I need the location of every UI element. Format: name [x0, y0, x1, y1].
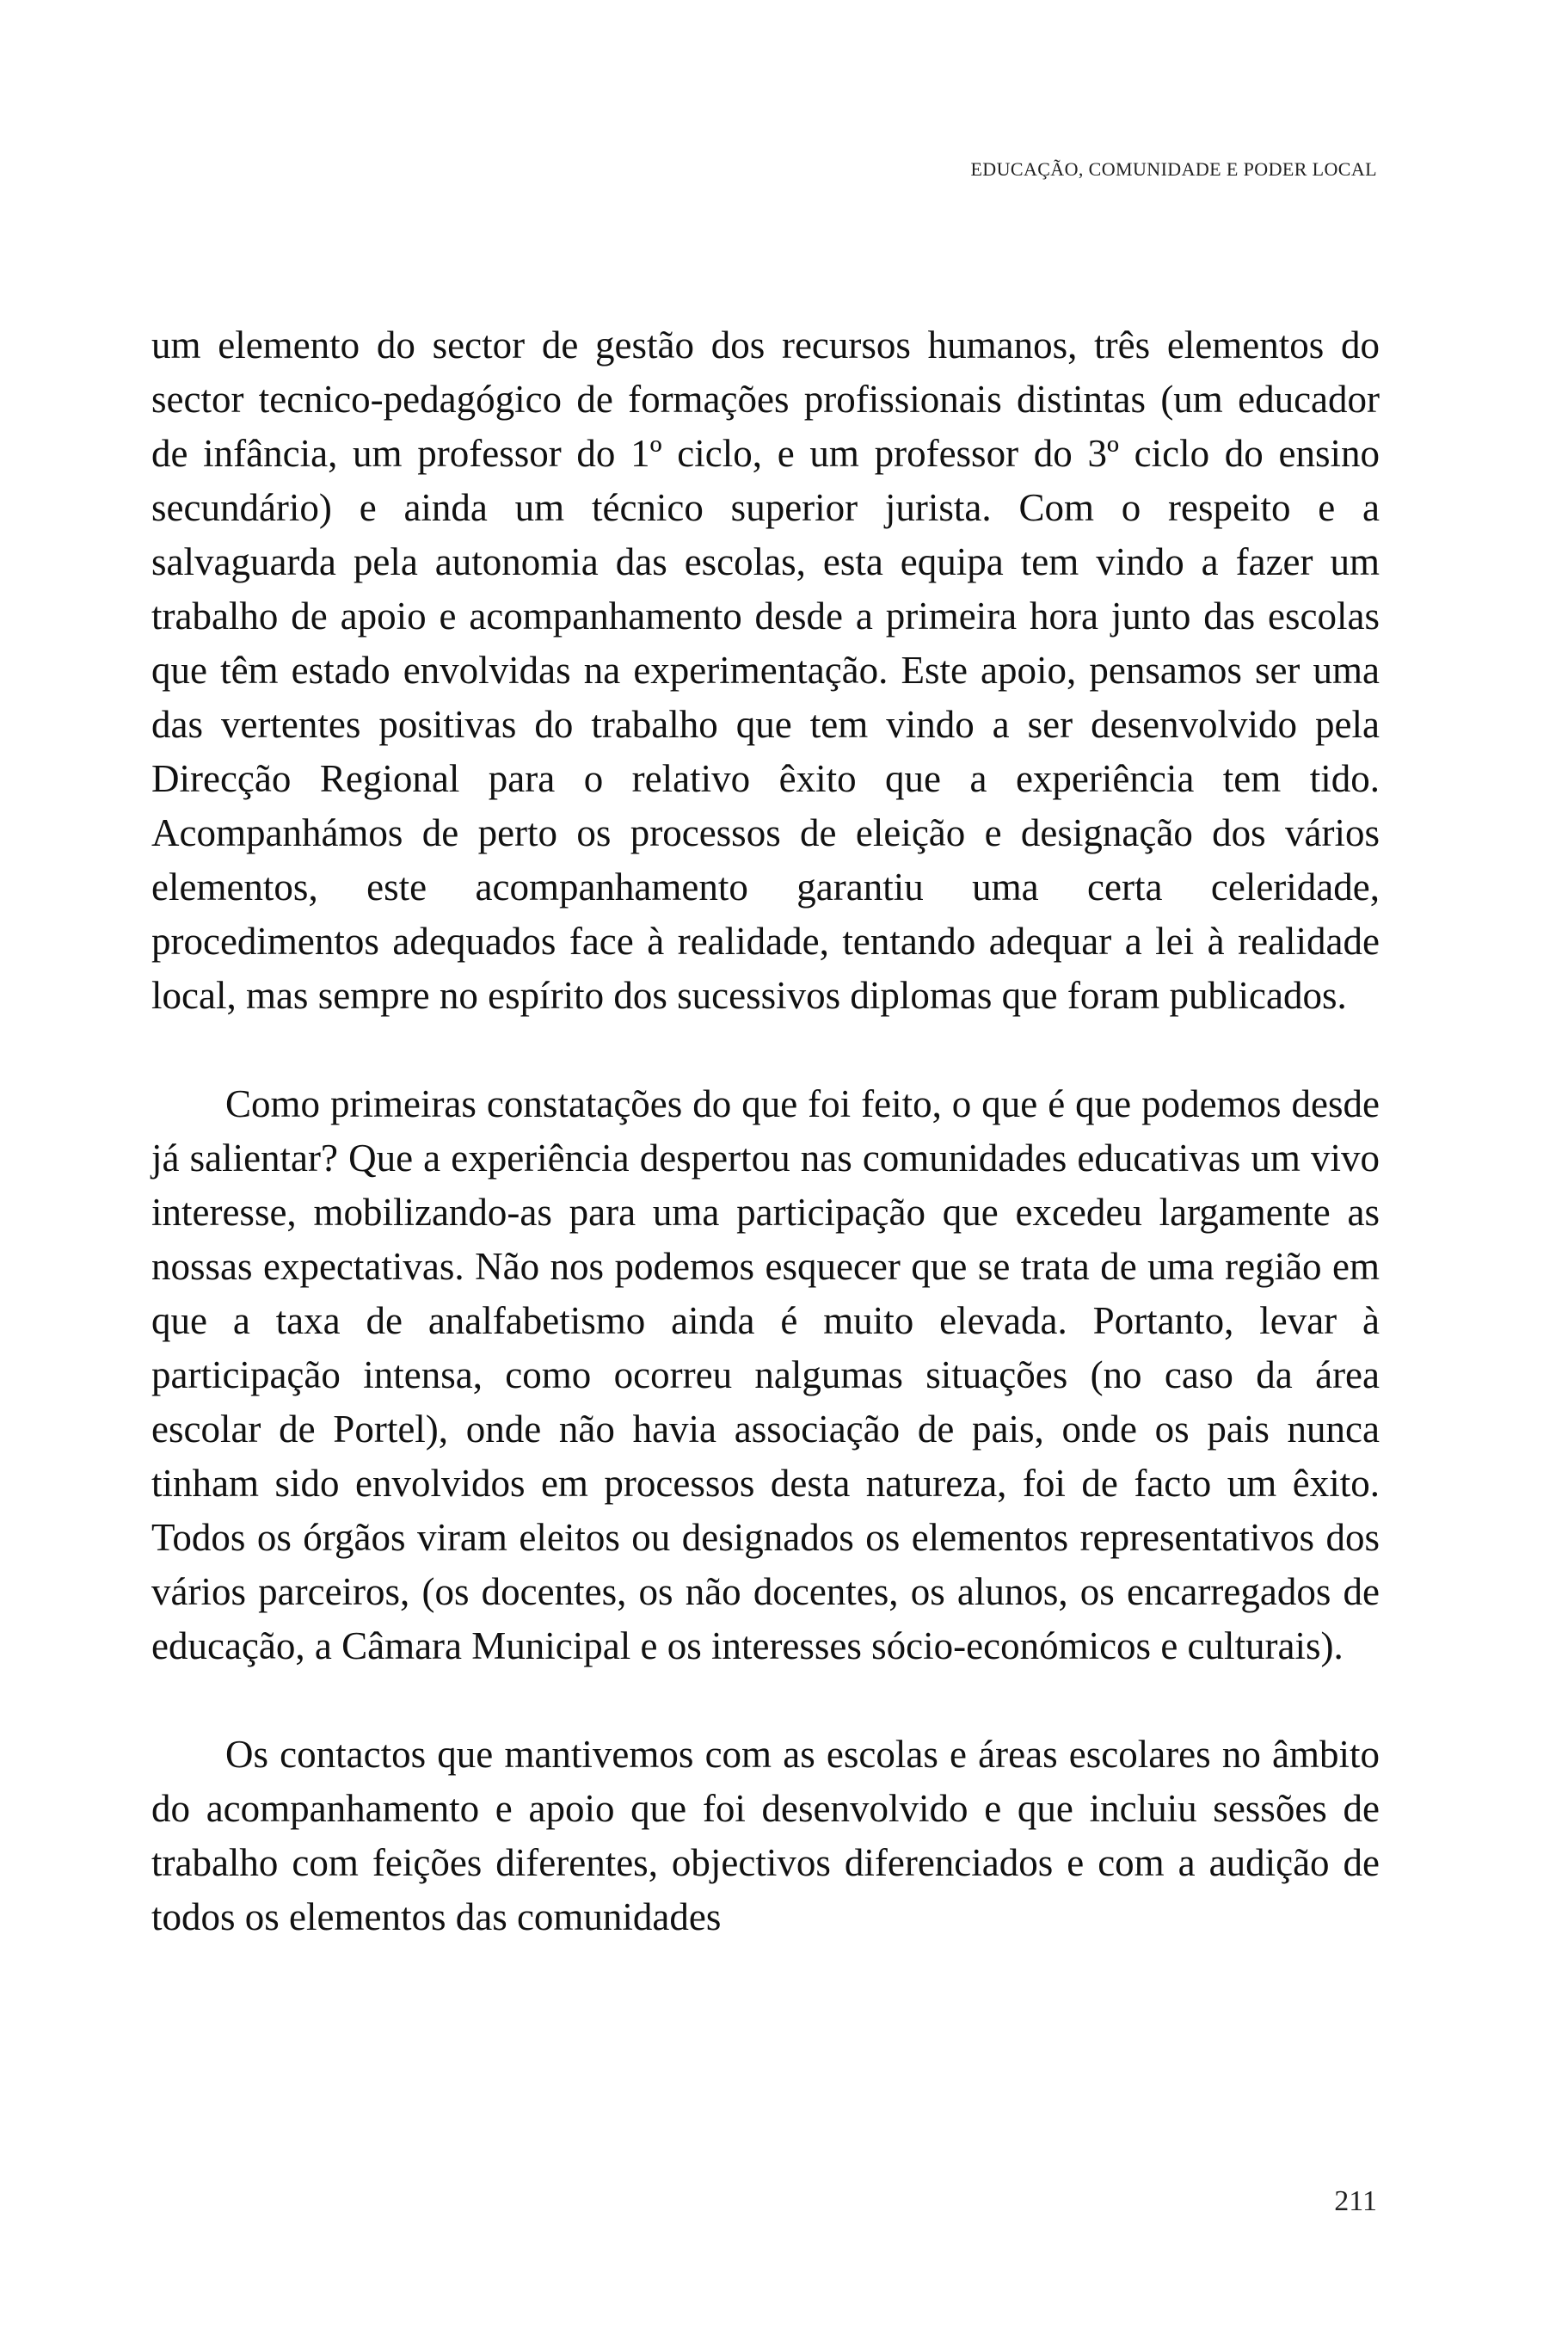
paragraph-2: Como primeiras constatações do que foi feito, o que é que podemos desde já salientar? Que a experiência despertou nas comunidades educativas um vivo interesse, mobilizando-as para uma participação que excedeu largamente as nossas expectativas. Não nos podemos esquecer que se trata de uma região em que a taxa de analfabetismo ainda é muito elevada. Portanto, levar à participação intensa, como ocorreu nalgumas situações (no caso da área escolar de Portel), onde não havia associação de pais, onde os pais nunca tinham sido envolvidos em processos desta natureza, foi de facto um êxito. Todos os órgãos viram eleitos ou designados os elementos representativos dos vários parceiros, (os docentes, os não docentes, os alunos, os encarregados de educação, a Câmara Municipal e os interesses sócio-económicos e culturais). — [151, 1082, 1380, 1667]
paragraph-3: Os contactos que mantivemos com as escolas e áreas escolares no âmbito do acompanhamento e apoio que foi desenvolvido e que incluiu sessões de trabalho com feições diferentes, objectivos diferenciados e com a audição de todos os elementos das comunidades — [151, 1733, 1380, 1938]
paragraph-1: um elemento do sector de gestão dos recursos humanos, três elementos do sector tecnico-pedagógico de formações profissionais distintas (um educador de infância, um professor do 1º ciclo, e um professor do 3º ciclo do ensino secundário) e ainda um técnico superior jurista. Com o respeito e a salvaguarda pela autonomia das escolas, esta equipa tem vindo a fazer um trabalho de apoio e acompanhamento desde a primeira hora junto das escolas que têm estado envolvidas na experimentação. Este apoio, pensamos ser uma das vertentes positivas do trabalho que tem vindo a ser desenvolvido pela Direcção Regional para o relativo êxito que a experiência tem tido. Acompanhámos de perto os processos de eleição e designação dos vários elementos, este acompanhamento garantiu uma certa celeridade, procedimentos adequados face à realidade, tentando adequar a lei à realidade local, mas sempre no espírito dos sucessivos diplomas que foram publicados. — [151, 323, 1380, 1017]
running-header: EDUCAÇÃO, COMUNIDADE E PODER LOCAL — [970, 158, 1377, 180]
page-number: 211 — [1334, 2185, 1377, 2217]
body-text — [151, 318, 1380, 1944]
